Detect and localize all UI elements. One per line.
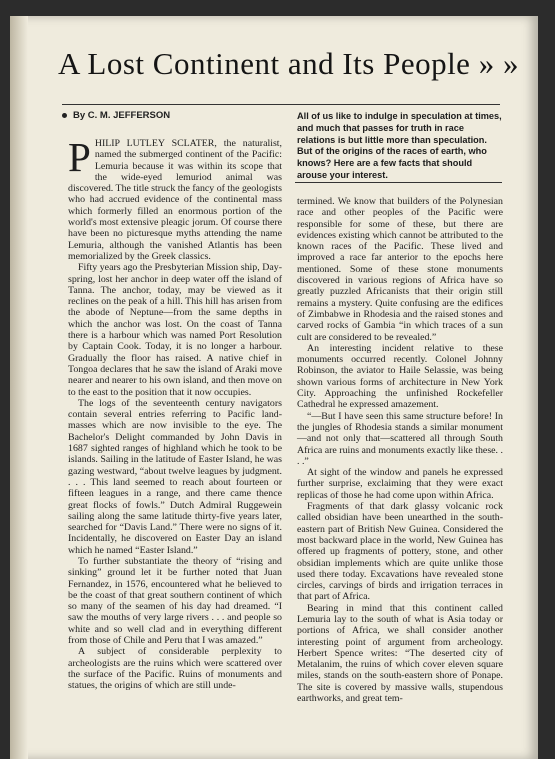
paragraph: termined. We know that builders of the Polynesian race and other peoples of the Pacific were responsible for some of these, but there are evidences existing which cannot be attributed to the known races of the Pacific. These lived and improved a race far anterior to the epochs here mentioned. Some of these stone monuments discovered in various regions of Africa have so greatly puzzled Africanists that their origin still remains a mystery. Quite confusing are the edifices of Zimbabwe in Rhodesia and the raised stones and carved rocks of Gambia “in which traces of a sun cult are considered to be revealed.” xyxy=(297,196,503,343)
paragraph: An interesting incident relative to these monuments occurred recently. Colonel Johnny Robinson, the aviator to Haile Selassie, was being shown various forms of architecture in New York City. Approaching the unfinished Rockefeller Cathedral he expressed amazement. xyxy=(297,342,503,411)
title-rule xyxy=(62,104,500,105)
paragraph: Bearing in mind that this continent called Lemuria lay to the south of what is Asia today or portions of Africa, we shall consider another interesting point of argument from archeology. Herbert Spence writes: “The deserted city of Metalanim, the ruins of which cover eleven square miles, stands on the south-eastern shore of Ponape. The site is covered by massive walls, stupendous earthworks, and great tem- xyxy=(297,602,503,705)
paragraph: “—But I have seen this same structure before! In the jungles of Rhodesia stands a similar monument—and not only that—scattered all through South Africa are ruins and monuments exactly like these. . . .” xyxy=(297,410,503,467)
paragraph: PHILIP LUTLEY SCLATER, the naturalist, named the submerged continent of the Pacific: Lemuria because it was within its scope that the wide-eyed lemuriod animal was discovered. The title struck the fancy of the geologists who had accrued evidence of the continental mass which formerly filled an enormous portion of the world's most extensive pleagic jorum. Of course there have been no picturesque myths attending the name Lemuria, although the vanished Atlantis has been memorialized by the Greek classics. xyxy=(68,134,282,262)
page-gutter xyxy=(10,16,28,759)
byline-text: By C. M. JEFFERSON xyxy=(73,110,171,121)
byline xyxy=(62,110,170,121)
column-right xyxy=(297,196,503,704)
paragraph: A subject of considerable perplexity to archeologists are the ruins which were scattered over the surface of the Pacific. Ruins of monuments and statues, the origins of which are still unde- xyxy=(68,646,282,692)
paragraph: At sight of the window and panels he expressed further surprise, exclaiming that they were exact replicas of those he had come upon within Africa. xyxy=(297,467,503,501)
magazine-page xyxy=(10,16,538,759)
teaser-blurb: All of us like to indulge in speculation at times, and much that passes for truth in race relations is but little more than speculation. But of the origins of the races of earth, who knows? Here are a few facts that should arouse your interest. xyxy=(297,111,502,180)
paragraph: Fifty years ago the Presbyterian Mission ship, Day-spring, lost her anchor in deep water off the island of Tanna. The anchor, today, may be viewed as it reclines on the peak of a hill. This hill has arisen from the abode of Neptune—from the same depths in which the anchor was lost. On the coast of Tanna there is a harbour which was named Port Resolution by Captain Cook. Today, it is no longer a harbour. Gradually the floor has raised. A native chief in Tongoa declares that he saw the island of Araki move nearer and nearer to his own island, and then move on to the east to the position that it now occupies. xyxy=(68,262,282,398)
paragraph: The logs of the seventeenth century navigators contain several entries referring to Pacific land-masses which are now invisible to the eye. The Bachelor's Delight commanded by John Davis in 1687 sighted ranges of highland which he took to be islands. Sailing in the latitude of Easter Island, he was gazing westward, “about twelve leagues by judgment. . . . This land seemed to reach about fourteen or fifteen leagues in a range, and there came thence great flocks of fowls.” Dutch Admiral Ruggewein sailing along the same latitude thirty-five years later, searched for “Davis Land.” There were no signs of it. Incidentally, he discovered on Easter Day an island which he named “Easter Island.” xyxy=(68,397,282,556)
article-title: A Lost Continent and Its People » » xyxy=(58,46,519,81)
paragraph: To further substantiate the theory of “rising and sinking” ground let it be further noted that Juan Fernandez, in 1576, encountered what he believed to be the coast of that great southern continent of which so many of the seamen of his day had dreamed. “I saw the mouths of very large rivers . . . and people so white and so well clad and in everything different from those of Chile and Peru that I was amazed.” xyxy=(68,555,282,647)
bullet-icon xyxy=(62,113,67,118)
paragraph: Fragments of that dark glassy volcanic rock called obsidian have been unearthed in the south-eastern part of British New Guinea. Considered the most backward place in the world, New Guinea has offered up fragments of pottery, stone, and other obsidian implements which are quite unlike those used there today. Excavations have revealed stone circles, carvings of birds and irrigation terraces in that part of Africa. xyxy=(297,501,503,603)
teaser-rule xyxy=(295,182,502,183)
column-left xyxy=(68,134,282,692)
